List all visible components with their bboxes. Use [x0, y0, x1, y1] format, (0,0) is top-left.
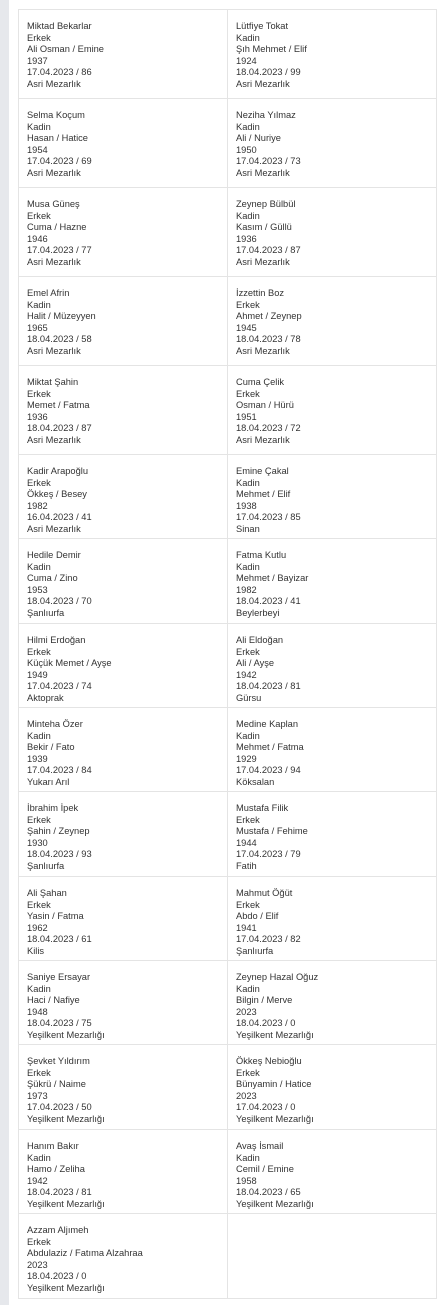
death-date-and-number: 16.04.2023 / 41: [27, 512, 92, 523]
parents-names: Cuma / Hazne: [27, 222, 87, 233]
parents-names: Bilgin / Merve: [236, 995, 293, 1006]
table-row: [19, 961, 437, 1045]
person-name: Mahmut Öğüt: [236, 888, 293, 898]
death-date-and-number: 17.04.2023 / 94: [236, 765, 301, 776]
table-row: [19, 366, 437, 455]
birth-year: 1958: [236, 1175, 257, 1186]
person-name: Miktat Şahin: [27, 377, 79, 387]
person-name: Medine Kaplan: [236, 719, 299, 729]
parents-names: Cuma / Zino: [27, 573, 78, 584]
parents-names: Memet / Fatma: [27, 400, 90, 411]
birth-year: 1930: [27, 837, 48, 848]
person-name: Şevket Yıldırım: [27, 1056, 90, 1066]
record-card: [228, 1130, 437, 1213]
birth-year: 1962: [27, 922, 48, 933]
death-date-and-number: 17.04.2023 / 69: [27, 156, 92, 167]
parents-names: Mehmet / Elif: [236, 489, 291, 500]
death-date-and-number: 18.04.2023 / 93: [27, 849, 92, 860]
left-sidebar-strip: [0, 0, 9, 1305]
table-row: [19, 877, 437, 961]
gender-text: Erkek: [27, 210, 51, 221]
gender-text: Erkek: [27, 899, 51, 910]
cemetery-name: Şanlıurfa: [27, 860, 65, 871]
person-name: Azzam Aljımeh: [27, 1225, 89, 1235]
birth-year: 1948: [27, 1006, 48, 1017]
record-card: [228, 1045, 437, 1129]
person-name: Mustafa Filik: [236, 803, 289, 813]
gender-text: Kadin: [27, 983, 51, 994]
person-name: Hilmi Erdoğan: [27, 635, 86, 645]
birth-year: 1953: [27, 584, 48, 595]
death-date-and-number: 18.04.2023 / 72: [236, 423, 301, 434]
person-name: Ali Şahan: [27, 888, 67, 898]
birth-year: 1942: [236, 669, 257, 680]
birth-year: 2023: [27, 1259, 48, 1270]
table-row: [19, 792, 437, 877]
birth-year: 1938: [236, 500, 257, 511]
cemetery-name: Şanlıurfa: [27, 607, 65, 618]
death-date-and-number: 17.04.2023 / 82: [236, 934, 301, 945]
table-row: [19, 1214, 437, 1299]
gender-text: Erkek: [236, 1067, 260, 1078]
record-card: [228, 455, 437, 538]
gender-text: Erkek: [27, 814, 51, 825]
cemetery-name: Yeşilkent Mezarlığı: [236, 1198, 314, 1209]
death-date-and-number: 18.04.2023 / 78: [236, 334, 301, 345]
record-card: [19, 455, 228, 538]
parents-names: Ali Osman / Emine: [27, 44, 104, 55]
gender-text: Kadin: [236, 121, 260, 132]
person-name: Musa Güneş: [27, 199, 80, 209]
parents-names: Abdulaziz / Fatıma Alzahraa: [27, 1248, 143, 1259]
parents-names: Bekir / Fato: [27, 742, 75, 753]
birth-year: 1982: [27, 500, 48, 511]
birth-year: 1982: [236, 584, 257, 595]
record-card: [228, 708, 437, 791]
gender-text: Erkek: [236, 388, 260, 399]
parents-names: Hasan / Hatice: [27, 133, 88, 144]
death-date-and-number: 18.04.2023 / 58: [27, 334, 92, 345]
cemetery-name: Kilis: [27, 945, 45, 956]
gender-text: Kadin: [236, 730, 260, 741]
cemetery-name: Yeşilkent Mezarlığı: [236, 1113, 314, 1124]
parents-names: Haci / Nafiye: [27, 995, 80, 1006]
person-name: Cuma Çelik: [236, 377, 285, 387]
death-date-and-number: 18.04.2023 / 99: [236, 67, 301, 78]
gender-text: Erkek: [236, 646, 260, 657]
gender-text: Erkek: [236, 299, 260, 310]
death-date-and-number: 17.04.2023 / 77: [27, 245, 92, 256]
person-name: Ökkeş Nebioğlu: [236, 1056, 302, 1066]
cemetery-name: Gürsu: [236, 692, 262, 703]
record-card: [19, 277, 228, 365]
record-card: [228, 877, 437, 960]
gender-text: Kadin: [27, 1152, 51, 1163]
death-date-and-number: 17.04.2023 / 73: [236, 156, 301, 167]
cemetery-name: Yeşilkent Mezarlığı: [27, 1029, 105, 1040]
table-row: [19, 277, 437, 366]
parents-names: Şükrü / Naime: [27, 1079, 86, 1090]
gender-text: Kadin: [236, 477, 260, 488]
death-date-and-number: 17.04.2023 / 79: [236, 849, 301, 860]
parents-names: Hamo / Zeliha: [27, 1164, 85, 1175]
record-card: [19, 708, 228, 791]
death-date-and-number: 18.04.2023 / 65: [236, 1187, 301, 1198]
birth-year: 1954: [27, 144, 48, 155]
parents-names: Bünyamin / Hatice: [236, 1079, 312, 1090]
death-records-table: [18, 9, 437, 1299]
record-card: [228, 99, 437, 187]
person-name: Fatma Kutlu: [236, 550, 287, 560]
person-name: Emel Afrin: [27, 288, 70, 298]
death-date-and-number: 18.04.2023 / 41: [236, 596, 301, 607]
birth-year: 2023: [236, 1006, 257, 1017]
record-card: [19, 99, 228, 187]
cemetery-name: Asri Mezarlık: [27, 345, 81, 356]
parents-names: Ahmet / Zeynep: [236, 311, 302, 322]
record-card: [19, 539, 228, 623]
cemetery-name: Yukarı Arıl: [27, 776, 70, 787]
birth-year: 1944: [236, 837, 257, 848]
table-row: [19, 1045, 437, 1130]
record-card: [19, 366, 228, 454]
cemetery-name: Yeşilkent Mezarlığı: [236, 1029, 314, 1040]
cemetery-name: Asri Mezarlık: [27, 523, 81, 534]
gender-text: Kadin: [236, 32, 260, 43]
person-name: Miktad Bekarlar: [27, 21, 92, 31]
table-row: [19, 539, 437, 624]
parents-names: Ökkeş / Besey: [27, 489, 87, 500]
birth-year: 1951: [236, 411, 257, 422]
parents-names: Ali / Nuriye: [236, 133, 281, 144]
record-card: [228, 624, 437, 707]
record-card: [19, 792, 228, 876]
birth-year: 1936: [236, 233, 257, 244]
person-name: Kadir Arapoğlu: [27, 466, 88, 476]
record-card: [228, 539, 437, 623]
cemetery-name: Asri Mezarlık: [27, 256, 81, 267]
cemetery-name: Şanlıurfa: [236, 945, 274, 956]
birth-year: 1924: [236, 55, 257, 66]
death-date-and-number: 18.04.2023 / 0: [27, 1271, 87, 1282]
death-date-and-number: 18.04.2023 / 87: [27, 423, 92, 434]
record-card: [19, 188, 228, 276]
parents-names: Mehmet / Fatma: [236, 742, 304, 753]
person-name: Minteha Özer: [27, 719, 83, 729]
cemetery-name: Asri Mezarlık: [27, 78, 81, 89]
empty-cell: [228, 1214, 437, 1298]
cemetery-name: Asri Mezarlık: [236, 345, 290, 356]
person-name: Saniye Ersayar: [27, 972, 91, 982]
cemetery-name: Asri Mezarlık: [236, 256, 290, 267]
cemetery-name: Fatih: [236, 860, 257, 871]
gender-text: Kadin: [27, 299, 51, 310]
person-name: Hedile Demir: [27, 550, 81, 560]
cemetery-name: Aktoprak: [27, 692, 64, 703]
parents-names: Osman / Hürü: [236, 400, 294, 411]
cemetery-name: Köksalan: [236, 776, 275, 787]
gender-text: Erkek: [27, 1236, 51, 1247]
parents-names: Mehmet / Bayizar: [236, 573, 309, 584]
gender-text: Erkek: [27, 32, 51, 43]
table-row: [19, 99, 437, 188]
person-name: Avaş İsmail: [236, 1141, 284, 1151]
birth-year: 1941: [236, 922, 257, 933]
record-card: [19, 877, 228, 960]
gender-text: Erkek: [27, 477, 51, 488]
gender-text: Erkek: [27, 646, 51, 657]
cemetery-name: Asri Mezarlık: [236, 167, 290, 178]
birth-year: 2023: [236, 1090, 257, 1101]
record-card: [19, 1045, 228, 1129]
birth-year: 1939: [27, 753, 48, 764]
birth-year: 1929: [236, 753, 257, 764]
death-date-and-number: 17.04.2023 / 74: [27, 681, 92, 692]
gender-text: Erkek: [27, 388, 51, 399]
birth-year: 1946: [27, 233, 48, 244]
person-name: Lütfiye Tokat: [236, 21, 289, 31]
parents-names: Küçük Memet / Ayşe: [27, 658, 112, 669]
death-date-and-number: 17.04.2023 / 84: [27, 765, 92, 776]
death-date-and-number: 17.04.2023 / 50: [27, 1102, 92, 1113]
death-date-and-number: 18.04.2023 / 81: [27, 1187, 92, 1198]
record-card: [19, 961, 228, 1044]
birth-year: 1942: [27, 1175, 48, 1186]
record-card: [19, 10, 228, 98]
death-date-and-number: 17.04.2023 / 0: [236, 1102, 296, 1113]
death-date-and-number: 18.04.2023 / 75: [27, 1018, 92, 1029]
record-card: [228, 792, 437, 876]
person-name: İzzettin Boz: [236, 288, 285, 298]
record-card: [228, 366, 437, 454]
death-date-and-number: 18.04.2023 / 70: [27, 596, 92, 607]
gender-text: Kadin: [236, 561, 260, 572]
parents-names: Şıh Mehmet / Elif: [236, 44, 307, 55]
parents-names: Mustafa / Fehime: [236, 826, 308, 837]
birth-year: 1950: [236, 144, 257, 155]
gender-text: Kadin: [236, 210, 260, 221]
cemetery-name: Beylerbeyi: [236, 607, 280, 618]
gender-text: Kadin: [236, 983, 260, 994]
person-name: Ali Eldoğan: [236, 635, 284, 645]
person-name: Selma Koçum: [27, 110, 85, 120]
parents-names: Abdo / Elif: [236, 911, 279, 922]
parents-names: Halit / Müzeyyen: [27, 311, 96, 322]
gender-text: Erkek: [236, 899, 260, 910]
table-row: [19, 624, 437, 708]
cemetery-name: Yeşilkent Mezarlığı: [27, 1282, 105, 1293]
table-row: [19, 188, 437, 277]
person-name: İbrahim İpek: [27, 803, 79, 813]
cemetery-name: Sinan: [236, 523, 260, 534]
record-card: [228, 961, 437, 1044]
death-date-and-number: 18.04.2023 / 81: [236, 681, 301, 692]
record-card: [19, 624, 228, 707]
cemetery-name: Asri Mezarlık: [27, 434, 81, 445]
person-name: Neziha Yılmaz: [236, 110, 296, 120]
parents-names: Şahin / Zeynep: [27, 826, 90, 837]
gender-text: Kadin: [27, 730, 51, 741]
parents-names: Ali / Ayşe: [236, 658, 275, 669]
person-name: Hanım Bakır: [27, 1141, 79, 1151]
record-card: [228, 10, 437, 98]
gender-text: Kadin: [27, 121, 51, 132]
record-card: [228, 277, 437, 365]
birth-year: 1936: [27, 411, 48, 422]
gender-text: Kadin: [236, 1152, 260, 1163]
table-row: [19, 1130, 437, 1214]
record-card: [19, 1214, 228, 1298]
birth-year: 1949: [27, 669, 48, 680]
cemetery-name: Asri Mezarlık: [236, 78, 290, 89]
table-row: [19, 708, 437, 792]
death-date-and-number: 17.04.2023 / 85: [236, 512, 301, 523]
person-name: Zeynep Hazal Oğuz: [236, 972, 319, 982]
table-row: [19, 455, 437, 539]
birth-year: 1945: [236, 322, 257, 333]
parents-names: Cemil / Emine: [236, 1164, 294, 1175]
record-card: [19, 1130, 228, 1213]
person-name: Emine Çakal: [236, 466, 289, 476]
gender-text: Erkek: [236, 814, 260, 825]
cemetery-name: Yeşilkent Mezarlığı: [27, 1198, 105, 1209]
person-name: Zeynep Bülbül: [236, 199, 296, 209]
record-card: [228, 188, 437, 276]
birth-year: 1973: [27, 1090, 48, 1101]
death-date-and-number: 17.04.2023 / 86: [27, 67, 92, 78]
birth-year: 1937: [27, 55, 48, 66]
cemetery-name: Yeşilkent Mezarlığı: [27, 1113, 105, 1124]
death-date-and-number: 18.04.2023 / 61: [27, 934, 92, 945]
birth-year: 1965: [27, 322, 48, 333]
parents-names: Kasım / Güllü: [236, 222, 292, 233]
gender-text: Kadin: [27, 561, 51, 572]
gender-text: Erkek: [27, 1067, 51, 1078]
parents-names: Yasin / Fatma: [27, 911, 84, 922]
death-date-and-number: 18.04.2023 / 0: [236, 1018, 296, 1029]
cemetery-name: Asri Mezarlık: [236, 434, 290, 445]
table-row: [19, 10, 437, 99]
death-date-and-number: 17.04.2023 / 87: [236, 245, 301, 256]
cemetery-name: Asri Mezarlık: [27, 167, 81, 178]
